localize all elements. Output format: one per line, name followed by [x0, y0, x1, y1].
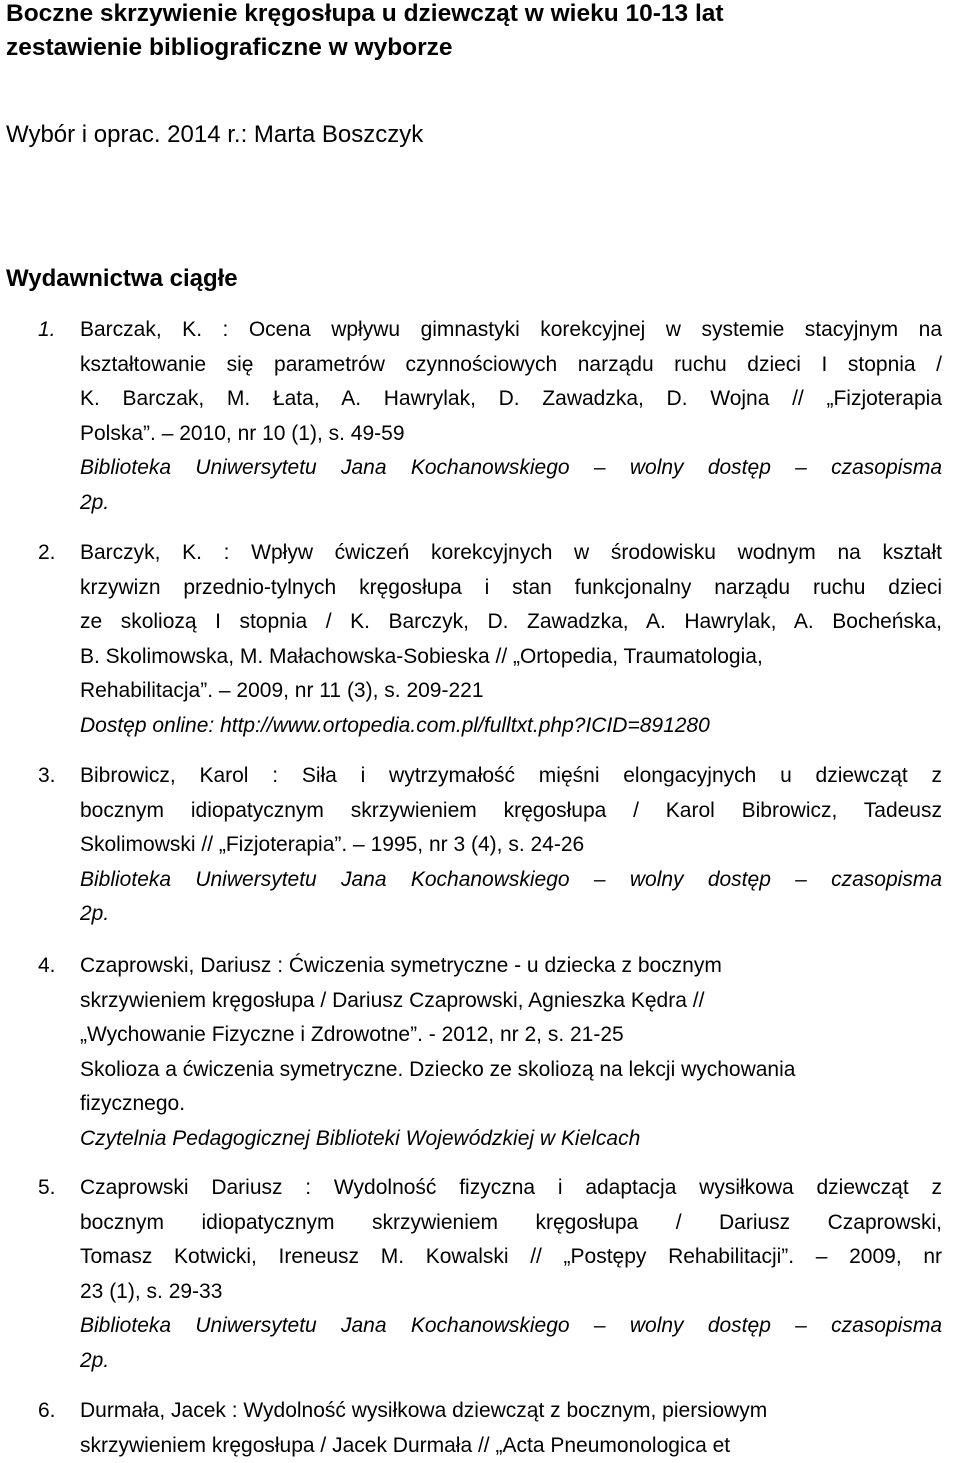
entry-location-line: Biblioteka Uniwersytetu Jana Kochanowskiego ‒ wolny dostęp ‒ czasopisma — [80, 1309, 942, 1344]
bibliography-entry — [0, 1171, 960, 1378]
entry-note-line: Skolioza a ćwiczenia symetryczne. Dziecko ze skoliozą na lekcji wychowania — [80, 1053, 942, 1088]
entry-location-line: Biblioteka Uniwersytetu Jana Kochanowskiego ‒ wolny dostęp ‒ czasopisma — [80, 451, 942, 486]
entry-text-line: Czaprowski Dariusz : Wydolność fizyczna i adaptacja wysiłkowa dziewcząt z — [80, 1171, 942, 1206]
entry-location-line: 2p. — [80, 486, 942, 521]
entry-text-line: Tomasz Kotwicki, Ireneusz M. Kowalski // „Postępy Rehabilitacji”. ‒ 2009, nr — [80, 1240, 942, 1275]
entry-text-line: krzywizn przednio-tylnych kręgosłupa i stan funkcjonalny narządu ruchu dzieci — [80, 571, 942, 606]
entry-text-line: B. Skolimowska, M. Małachowska-Sobieska // „Ortopedia, Traumatologia, — [80, 640, 942, 675]
entry-number: 5. — [38, 1171, 56, 1206]
entry-number: 1. — [38, 313, 56, 348]
entry-text-line: kształtowanie się parametrów czynnościowych narządu ruchu dzieci I stopnia / — [80, 348, 942, 383]
entry-text-line: Durmała, Jacek : Wydolność wysiłkowa dziewcząt z bocznym, piersiowym — [80, 1394, 942, 1429]
entry-number: 6. — [38, 1394, 56, 1429]
author-line: Wybór i oprac. 2014 r.: Marta Boszczyk — [6, 118, 423, 152]
entry-text-line: K. Barczak, M. Łata, A. Hawrylak, D. Zawadzka, D. Wojna // „Fizjoterapia — [80, 382, 942, 417]
bibliography-entry — [0, 536, 960, 743]
entry-note-line: fizycznego. — [80, 1087, 942, 1122]
entry-location-line: Biblioteka Uniwersytetu Jana Kochanowskiego ‒ wolny dostęp ‒ czasopisma — [80, 863, 942, 898]
document-subtitle: zestawienie bibliograficzne w wyborze — [6, 31, 453, 65]
entry-text-line: bocznym idiopatycznym skrzywieniem kręgosłupa / Dariusz Czaprowski, — [80, 1206, 942, 1241]
entry-text-line: Skolimowski // „Fizjoterapia”. ‒ 1995, nr 3 (4), s. 24-26 — [80, 828, 942, 863]
entry-number: 4. — [38, 949, 56, 984]
entry-text-line: skrzywieniem kręgosłupa / Dariusz Czaprowski, Agnieszka Kędra // — [80, 984, 942, 1019]
entry-text-line: skrzywieniem kręgosłupa / Jacek Durmała // „Acta Pneumonologica et — [80, 1429, 942, 1463]
entry-number: 2. — [38, 536, 56, 571]
entry-text-line: bocznym idiopatycznym skrzywieniem kręgosłupa / Karol Bibrowicz, Tadeusz — [80, 794, 942, 829]
bibliography-entry — [0, 1394, 960, 1463]
entry-text-line: Barczak, K. : Ocena wpływu gimnastyki korekcyjnej w systemie stacyjnym na — [80, 313, 942, 348]
entry-text-line: 23 (1), s. 29-33 — [80, 1275, 942, 1310]
bibliography-entry — [0, 759, 960, 932]
section-heading: Wydawnictwa ciągłe — [6, 262, 238, 296]
entry-location-line: Czytelnia Pedagogicznej Biblioteki Wojewódzkiej w Kielcach — [80, 1122, 942, 1157]
entry-text-line: Bibrowicz, Karol : Siła i wytrzymałość mięśni elongacyjnych u dziewcząt z — [80, 759, 942, 794]
entry-text-line: Polska”. ‒ 2010, nr 10 (1), s. 49-59 — [80, 417, 942, 452]
bibliography-entry — [0, 949, 960, 1156]
entry-location-line: 2p. — [80, 897, 942, 932]
entry-location-line: 2p. — [80, 1344, 942, 1379]
entry-online-link[interactable]: Dostęp online: http://www.ortopedia.com.pl/fulltxt.php?ICID=891280 — [80, 709, 942, 744]
entry-text-line: „Wychowanie Fizyczne i Zdrowotne”. - 2012, nr 2, s. 21-25 — [80, 1018, 942, 1053]
entry-text-line: Czaprowski, Dariusz : Ćwiczenia symetryczne - u dziecka z bocznym — [80, 949, 942, 984]
bibliography-entry — [0, 313, 960, 520]
entry-number: 3. — [38, 759, 56, 794]
entry-text-line: Barczyk, K. : Wpływ ćwiczeń korekcyjnych w środowisku wodnym na kształt — [80, 536, 942, 571]
document-title: Boczne skrzywienie kręgosłupa u dziewcząt w wieku 10-13 lat — [6, 0, 724, 31]
entry-text-line: Rehabilitacja”. ‒ 2009, nr 11 (3), s. 209-221 — [80, 674, 942, 709]
entry-text-line: ze skoliozą I stopnia / K. Barczyk, D. Zawadzka, A. Hawrylak, A. Bocheńska, — [80, 605, 942, 640]
